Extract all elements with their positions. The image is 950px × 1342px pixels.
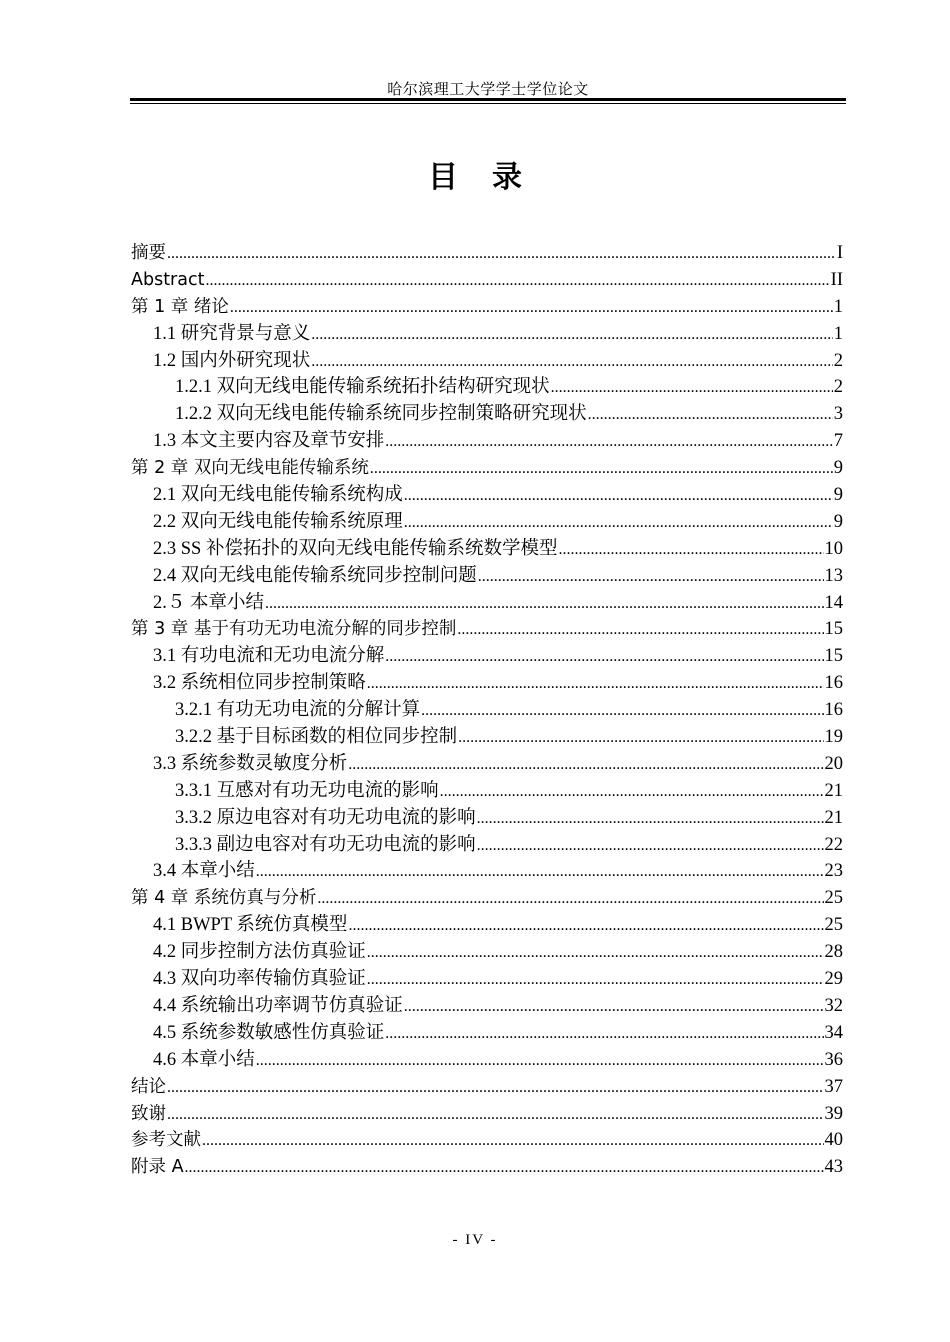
toc-entry[interactable] (131, 858, 843, 885)
toc-entry-label: 3.1 有功电流和无功电流分解 (153, 646, 385, 667)
toc-entry-label: 3.3.2 原边电容对有功无功电流的影响 (175, 807, 476, 828)
toc-entry-page: 15 (824, 619, 843, 640)
toc-entry-page: 40 (824, 1130, 843, 1151)
toc-leader-dots (167, 241, 836, 267)
toc-leader-dots (404, 994, 824, 1020)
toc-leader-dots (478, 564, 824, 590)
toc-entry-page: 22 (824, 834, 843, 855)
toc-leader-dots (404, 510, 833, 536)
toc-entry-page: 34 (824, 1022, 843, 1043)
toc-entry[interactable] (131, 348, 843, 375)
toc-entry-page: 16 (824, 673, 843, 694)
toc-entry[interactable] (131, 993, 843, 1020)
toc-leader-dots (205, 268, 829, 294)
toc-entry[interactable] (131, 805, 843, 832)
toc-entry-page: I (836, 243, 843, 263)
toc-leader-dots (256, 859, 824, 885)
toc-entry[interactable] (131, 885, 843, 912)
toc-leader-dots (551, 375, 833, 401)
toc-leader-dots (385, 1021, 823, 1047)
toc-entry-label: 2.4 双向无线电能传输系统同步控制问题 (153, 565, 477, 586)
toc-entry-label: 1.2.1 双向无线电能传输系统拓扑结构研究现状 (175, 377, 550, 398)
header-rule-thin (130, 103, 846, 104)
toc-entry-page: 21 (824, 807, 843, 828)
toc-entry[interactable] (131, 912, 843, 939)
toc-entry[interactable] (131, 428, 843, 455)
toc-leader-dots (404, 483, 833, 509)
toc-entry[interactable] (131, 1101, 843, 1128)
toc-entry[interactable] (131, 832, 843, 859)
toc-entry-label: 4.3 双向功率传输仿真验证 (153, 969, 366, 990)
toc-entry-label: 参考文献 (131, 1130, 201, 1151)
toc-entry[interactable] (131, 294, 843, 321)
running-header: 哈尔滨理工大学学士学位论文 (387, 82, 589, 98)
table-of-contents (131, 240, 843, 1181)
toc-entry-label: 第 1 章 绪论 (131, 296, 229, 317)
toc-leader-dots (385, 429, 832, 455)
page-title: 目录 (428, 160, 556, 195)
toc-entry[interactable] (131, 240, 843, 267)
toc-leader-dots (421, 698, 823, 724)
toc-entry[interactable] (131, 670, 843, 697)
toc-entry-label: 第 2 章 双向无线电能传输系统 (131, 458, 369, 479)
toc-entry-page: 10 (824, 538, 843, 559)
toc-entry[interactable] (131, 267, 843, 294)
toc-entry[interactable] (131, 536, 843, 563)
toc-entry-label: Abstract (131, 269, 205, 290)
toc-entry-label: 致谢 (131, 1103, 166, 1124)
toc-entry-page: 39 (824, 1103, 843, 1124)
toc-entry-label: 3.2.1 有功无功电流的分解计算 (175, 700, 421, 721)
toc-entry-page: 43 (824, 1157, 843, 1178)
toc-entry-label: 3.3.3 副边电容对有功无功电流的影响 (175, 834, 476, 855)
toc-entry[interactable] (131, 616, 843, 643)
toc-entry-page: 28 (824, 942, 843, 963)
toc-entry-label: 1.1 研究背景与意义 (153, 323, 311, 344)
toc-entry-label: 第 4 章 系统仿真与分析 (131, 888, 317, 909)
toc-entry-label: 3.4 本章小结 (153, 861, 255, 882)
toc-leader-dots (367, 967, 824, 993)
toc-entry-label: 4.1 BWPT 系统仿真模型 (153, 915, 348, 936)
toc-entry-label: 摘要 (131, 243, 166, 263)
toc-entry-label: 第 3 章 基于有功无功电流分解的同步控制 (131, 619, 457, 640)
toc-entry-label: 2.５ 本章小结 (153, 592, 265, 613)
toc-entry-label: 2.1 双向无线电能传输系统构成 (153, 485, 403, 506)
toc-entry[interactable] (131, 1020, 843, 1047)
toc-entry[interactable] (131, 778, 843, 805)
toc-entry[interactable] (131, 751, 843, 778)
toc-entry[interactable] (131, 482, 843, 509)
toc-leader-dots (440, 779, 824, 805)
toc-leader-dots (385, 644, 823, 670)
toc-entry-label: 3.2 系统相位同步控制策略 (153, 673, 366, 694)
toc-entry-page: 1 (833, 296, 843, 317)
toc-entry[interactable] (131, 1074, 843, 1101)
toc-entry[interactable] (131, 455, 843, 482)
toc-entry-page: 25 (824, 888, 843, 909)
toc-entry[interactable] (131, 1154, 843, 1181)
toc-leader-dots (256, 1048, 824, 1074)
toc-entry[interactable] (131, 939, 843, 966)
toc-leader-dots (167, 1102, 824, 1128)
toc-entry-label: 4.2 同步控制方法仿真验证 (153, 942, 366, 963)
toc-leader-dots (348, 913, 823, 939)
toc-entry-page: 14 (824, 592, 843, 613)
toc-leader-dots (265, 591, 823, 617)
toc-leader-dots (311, 322, 832, 348)
toc-entry-page: 32 (824, 995, 843, 1016)
toc-entry-label: 3.3.1 互感对有功无功电流的影响 (175, 780, 439, 801)
toc-entry-page: 9 (833, 485, 843, 506)
toc-entry-label: 附录 A (131, 1157, 184, 1178)
toc-entry-page: 20 (824, 753, 843, 774)
toc-entry[interactable] (131, 643, 843, 670)
toc-leader-dots (167, 1075, 824, 1101)
toc-leader-dots (348, 752, 823, 778)
toc-leader-dots (370, 456, 833, 482)
toc-entry[interactable] (131, 1127, 843, 1154)
toc-entry[interactable] (131, 697, 843, 724)
toc-leader-dots (367, 671, 824, 697)
toc-entry-page: II (830, 269, 843, 290)
toc-entry-page: 1 (833, 323, 843, 344)
toc-leader-dots (185, 1155, 824, 1181)
toc-leader-dots (458, 725, 823, 751)
toc-leader-dots (588, 402, 833, 428)
toc-leader-dots (558, 537, 823, 563)
toc-entry[interactable] (131, 590, 843, 617)
page-number: - IV - (452, 1232, 498, 1248)
toc-entry-page: 2 (833, 350, 843, 371)
toc-leader-dots (230, 295, 833, 321)
toc-entry-label: 4.4 系统输出功率调节仿真验证 (153, 995, 403, 1016)
toc-entry[interactable] (131, 321, 843, 348)
toc-leader-dots (457, 617, 823, 643)
toc-entry-page: 23 (824, 861, 843, 882)
toc-leader-dots (367, 940, 824, 966)
toc-entry[interactable] (131, 1047, 843, 1074)
toc-leader-dots (477, 806, 824, 832)
toc-entry[interactable] (131, 509, 843, 536)
toc-entry[interactable] (131, 724, 843, 751)
toc-entry-page: 13 (824, 565, 843, 586)
toc-entry-label: 2.3 SS 补偿拓扑的双向无线电能传输系统数学模型 (153, 538, 558, 559)
toc-entry-page: 2 (833, 377, 843, 398)
toc-entry-label: 3.3 系统参数灵敏度分析 (153, 753, 348, 774)
toc-entry-label: 2.2 双向无线电能传输系统原理 (153, 511, 403, 532)
toc-entry-page: 7 (833, 431, 843, 452)
toc-entry-page: 29 (824, 969, 843, 990)
toc-entry-page: 19 (824, 727, 843, 748)
toc-leader-dots (202, 1128, 824, 1154)
toc-entry-label: 4.6 本章小结 (153, 1049, 255, 1070)
toc-entry-label: 结论 (131, 1076, 166, 1097)
toc-entry-page: 37 (824, 1076, 843, 1097)
toc-entry-page: 21 (824, 780, 843, 801)
toc-entry[interactable] (131, 401, 843, 428)
header-rule-thick (130, 98, 846, 101)
toc-entry[interactable] (131, 563, 843, 590)
toc-entry[interactable] (131, 374, 843, 401)
toc-entry-label: 3.2.2 基于目标函数的相位同步控制 (175, 727, 458, 748)
toc-entry-page: 9 (833, 511, 843, 532)
toc-leader-dots (477, 833, 824, 859)
toc-entry-page: 25 (824, 915, 843, 936)
toc-entry-label: 4.5 系统参数敏感性仿真验证 (153, 1022, 385, 1043)
toc-entry-page: 15 (824, 646, 843, 667)
toc-entry-page: 36 (824, 1049, 843, 1070)
toc-entry-label: 1.2.2 双向无线电能传输系统同步控制策略研究现状 (175, 404, 587, 425)
toc-entry-page: 16 (824, 700, 843, 721)
toc-leader-dots (317, 886, 823, 912)
toc-entry-page: 9 (833, 458, 843, 479)
toc-entry[interactable] (131, 966, 843, 993)
toc-leader-dots (311, 349, 832, 375)
toc-entry-page: 3 (833, 404, 843, 425)
toc-entry-label: 1.2 国内外研究现状 (153, 350, 311, 371)
toc-entry-label: 1.3 本文主要内容及章节安排 (153, 431, 385, 452)
